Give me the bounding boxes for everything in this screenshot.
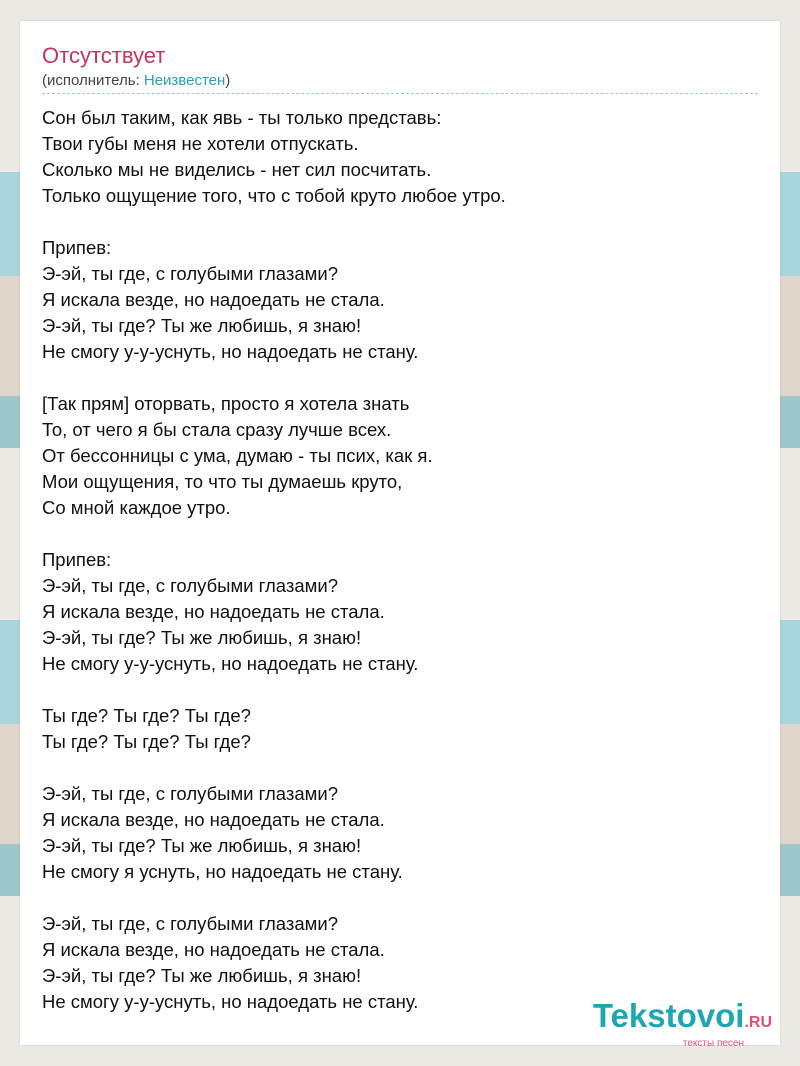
lyric-line: [42, 521, 762, 547]
lyric-line: [42, 365, 762, 391]
logo-tld: .RU: [744, 1014, 772, 1031]
lyric-line: [42, 677, 762, 703]
lyric-line: [42, 755, 762, 781]
lyric-line: Припев:: [42, 549, 112, 570]
lyric-line: Сон был таким, как явь - ты только представь:: [42, 107, 442, 128]
lyric-line: Я искала везде, но надоедать не стала.: [42, 601, 385, 622]
lyric-line: [42, 885, 762, 911]
lyric-line: Только ощущение того, что с тобой круто любое утро.: [42, 185, 506, 206]
lyric-line: То, от чего я бы стала сразу лучше всех.: [42, 419, 392, 440]
lyric-line: Э-эй, ты где? Ты же любишь, я знаю!: [42, 627, 362, 648]
lyric-line: Э-эй, ты где, с голубыми глазами?: [42, 783, 338, 804]
lyric-line: Ты где? Ты где? Ты где?: [42, 705, 251, 726]
lyrics-card: [20, 21, 780, 1049]
lyric-line: Не смогу у-у-уснуть, но надоедать не стану.: [42, 991, 419, 1012]
divider: [42, 93, 758, 94]
lyric-line: Со мной каждое утро.: [42, 497, 231, 518]
lyric-line: Твои губы меня не хотели отпускать.: [42, 133, 359, 154]
artist-suffix: ): [225, 72, 231, 89]
lyric-line: От бессонницы с ума, думаю - ты псих, как я.: [42, 445, 433, 466]
site-logo[interactable]: [593, 999, 772, 1049]
lyric-line: Э-эй, ты где? Ты же любишь, я знаю!: [42, 965, 362, 986]
lyric-line: Э-эй, ты где, с голубыми глазами?: [42, 575, 338, 596]
logo-tagline: тексты песен: [682, 1038, 744, 1049]
lyric-line: Я искала везде, но надоедать не стала.: [42, 939, 385, 960]
song-title: Отсутствует: [42, 43, 166, 68]
lyric-line: Не смогу я уснуть, но надоедать не стану.: [42, 861, 403, 882]
lyric-line: Э-эй, ты где, с голубыми глазами?: [42, 913, 338, 934]
lyric-line: Я искала везде, но надоедать не стала.: [42, 809, 385, 830]
logo-text: Tekstovoi: [592, 997, 745, 1034]
lyric-line: [42, 209, 762, 235]
lyric-line: Сколько мы не виделись - нет сил посчитать.: [42, 159, 432, 180]
lyric-line: [Так прям] оторвать, просто я хотела знать: [42, 393, 410, 414]
lyrics-text: [42, 105, 762, 1015]
artist-prefix: (исполнитель:: [42, 72, 144, 89]
lyric-line: Не смогу у-у-уснуть, но надоедать не стану.: [42, 341, 419, 362]
lyric-line: Э-эй, ты где, с голубыми глазами?: [42, 263, 338, 284]
lyric-line: Я искала везде, но надоедать не стала.: [42, 289, 385, 310]
lyric-line: Ты где? Ты где? Ты где?: [42, 731, 251, 752]
lyric-line: Мои ощущения, то что ты думаешь круто,: [42, 471, 403, 492]
lyric-line: Не смогу у-у-уснуть, но надоедать не стану.: [42, 653, 419, 674]
artist-link[interactable]: Неизвестен: [143, 72, 226, 89]
lyric-line: Э-эй, ты где? Ты же любишь, я знаю!: [42, 315, 362, 336]
song-subtitle: [42, 72, 230, 90]
lyric-line: Припев:: [42, 237, 112, 258]
lyric-line: Э-эй, ты где? Ты же любишь, я знаю!: [42, 835, 362, 856]
